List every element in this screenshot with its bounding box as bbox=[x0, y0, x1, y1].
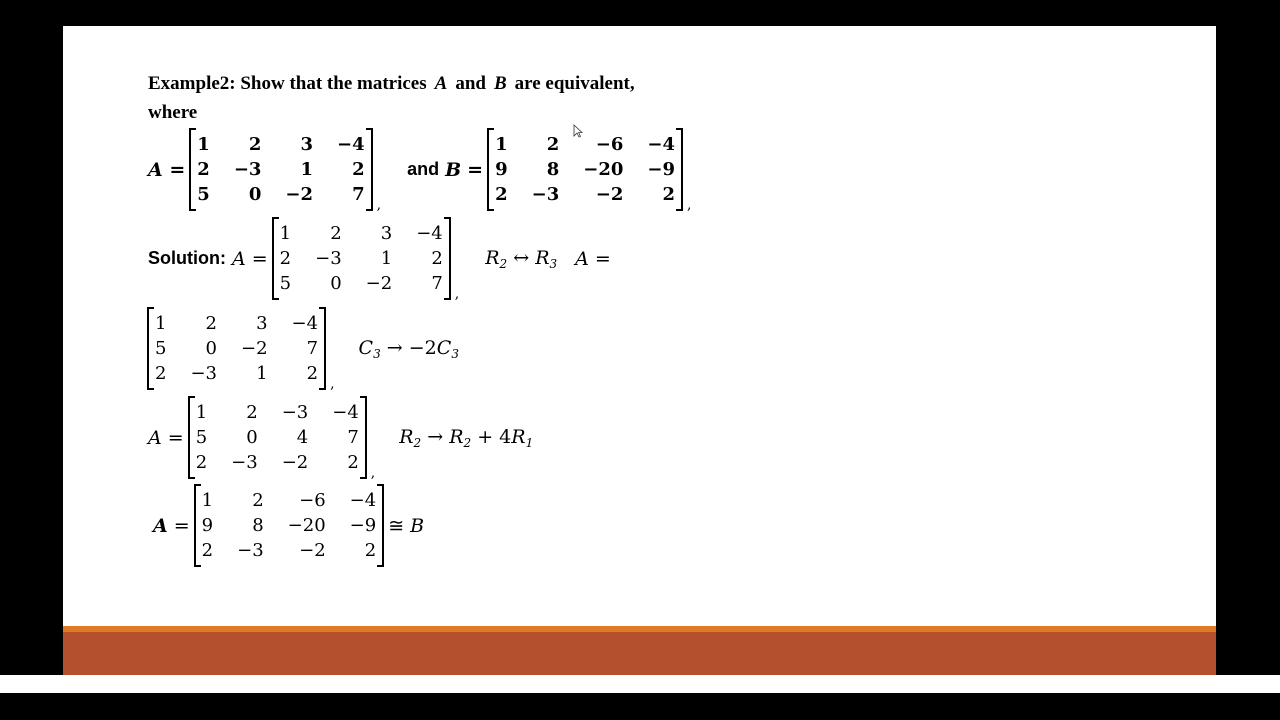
op-arrow: → bbox=[427, 425, 444, 448]
op-symbol: R bbox=[399, 425, 414, 448]
matrix-cell: 7 bbox=[431, 273, 443, 294]
matrix-cell: −2 bbox=[365, 273, 393, 294]
solution-row bbox=[148, 221, 611, 302]
op-subscript: 2 bbox=[413, 435, 422, 450]
op-subscript: 1 bbox=[525, 435, 534, 450]
title-suffix: are equivalent, bbox=[514, 73, 635, 94]
matrix-cell: 2 bbox=[197, 159, 210, 180]
given-b-eq: = bbox=[467, 158, 484, 181]
example-title bbox=[148, 73, 635, 95]
step-2-row bbox=[143, 311, 459, 392]
matrix-cell: 0 bbox=[248, 184, 262, 205]
given-matrix-a bbox=[189, 132, 372, 207]
matrix-cell: 2 bbox=[252, 490, 264, 511]
matrix-row bbox=[278, 221, 445, 246]
matrix-cell: 5 bbox=[279, 273, 292, 294]
matrix-cell: 2 bbox=[662, 184, 675, 205]
matrix-cell: 5 bbox=[197, 184, 210, 205]
matrix-cell: 3 bbox=[256, 313, 268, 334]
op-subscript: 3 bbox=[451, 346, 459, 361]
matrix-cell: −6 bbox=[299, 490, 326, 511]
comma: , bbox=[376, 197, 382, 213]
op-symbol: R bbox=[449, 425, 464, 448]
op-subscript: 3 bbox=[549, 256, 558, 271]
step-4-eq: = bbox=[173, 514, 190, 537]
op-symbol: R bbox=[535, 246, 550, 269]
matrix-cell: −4 bbox=[349, 490, 377, 511]
matrix-cell: −4 bbox=[332, 402, 359, 423]
matrix-cell: 0 bbox=[330, 273, 342, 294]
op-symbol: C bbox=[358, 336, 374, 359]
matrix-row bbox=[200, 513, 379, 538]
step-3-a-eq: A = bbox=[148, 426, 184, 449]
bottom-strip bbox=[0, 675, 1280, 693]
matrix-cell: 2 bbox=[347, 452, 359, 473]
op-symbol: C bbox=[436, 336, 452, 359]
matrix-cell: 1 bbox=[256, 363, 268, 384]
matrix-cell: −3 bbox=[315, 248, 342, 269]
comma: , bbox=[330, 376, 335, 392]
solution-label: Solution: bbox=[148, 248, 226, 268]
op-subscript: 3 bbox=[373, 346, 381, 361]
matrix-cell: −2 bbox=[281, 452, 309, 473]
matrix-cell: −20 bbox=[583, 159, 624, 180]
title-matrix-b: B bbox=[493, 73, 507, 94]
matrix-cell: −4 bbox=[337, 134, 365, 155]
title-matrix-a: A bbox=[434, 73, 448, 94]
matrix-cell: 2 bbox=[352, 159, 365, 180]
matrix-cell: 8 bbox=[252, 515, 264, 536]
matrix-cell: 7 bbox=[306, 338, 319, 359]
step-4-row bbox=[153, 488, 424, 563]
matrix-cell: 7 bbox=[352, 184, 365, 205]
matrix-cell: −3 bbox=[531, 184, 560, 205]
solution-matrix-3 bbox=[188, 400, 367, 475]
matrix-row bbox=[194, 450, 361, 475]
matrix-cell: −2 bbox=[285, 184, 314, 205]
matrix-row bbox=[195, 182, 366, 207]
where-text: where bbox=[148, 102, 198, 123]
matrix-row bbox=[200, 538, 379, 563]
matrix-row bbox=[493, 132, 677, 157]
title-and: and bbox=[455, 73, 486, 94]
matrix-cell: 3 bbox=[300, 134, 314, 155]
solution-a-eq: A = bbox=[231, 247, 268, 270]
matrix-cell: 5 bbox=[195, 427, 208, 448]
matrix-cell: 2 bbox=[495, 184, 508, 205]
matrix-cell: −3 bbox=[237, 540, 264, 561]
given-b-name: B bbox=[445, 158, 462, 181]
footer-bar bbox=[63, 632, 1216, 675]
matrix-cell: −2 bbox=[299, 540, 326, 561]
given-and-label: and bbox=[407, 159, 440, 179]
matrix-cell: 2 bbox=[306, 363, 319, 384]
op-symbol: R bbox=[511, 425, 526, 448]
op-plus-factor: + 4 bbox=[477, 425, 512, 448]
matrix-cell: 1 bbox=[279, 223, 292, 244]
matrix-cell: 2 bbox=[546, 134, 560, 155]
title-where bbox=[148, 102, 197, 124]
matrix-cell: 2 bbox=[364, 540, 377, 561]
op-arrow: → bbox=[386, 336, 403, 359]
mouse-cursor-icon bbox=[573, 124, 583, 138]
matrix-cell: 5 bbox=[155, 338, 167, 359]
result-b: B bbox=[410, 514, 425, 537]
matrix-cell: 1 bbox=[155, 313, 167, 334]
matrix-cell: −9 bbox=[349, 515, 377, 536]
matrix-cell: 7 bbox=[347, 427, 359, 448]
matrix-cell: −3 bbox=[233, 159, 262, 180]
matrix-cell: 1 bbox=[380, 248, 393, 269]
op-subscript: 2 bbox=[499, 256, 508, 271]
comma: , bbox=[370, 465, 376, 481]
slide bbox=[63, 26, 1216, 675]
matrix-row bbox=[195, 132, 366, 157]
trailing-a-eq: A = bbox=[575, 247, 611, 270]
matrix-row bbox=[278, 271, 445, 296]
matrix-row bbox=[153, 336, 320, 361]
given-a-label: A = bbox=[148, 158, 186, 181]
matrix-row bbox=[200, 488, 379, 513]
matrix-cell: −20 bbox=[287, 515, 326, 536]
matrix-cell: 2 bbox=[195, 452, 208, 473]
matrix-cell: 2 bbox=[155, 363, 167, 384]
matrix-cell: −6 bbox=[595, 134, 624, 155]
matrix-cell: 4 bbox=[296, 427, 309, 448]
matrix-row bbox=[493, 182, 677, 207]
matrix-cell: 0 bbox=[205, 338, 217, 359]
step-3-row bbox=[148, 400, 534, 481]
matrix-cell: 1 bbox=[300, 159, 314, 180]
matrix-row bbox=[153, 361, 320, 386]
matrix-cell: 2 bbox=[201, 540, 214, 561]
solution-matrix-2 bbox=[147, 311, 326, 386]
matrix-row bbox=[194, 425, 361, 450]
matrix-cell: −9 bbox=[647, 159, 675, 180]
matrix-cell: 2 bbox=[246, 402, 258, 423]
column-scale-op bbox=[359, 337, 459, 361]
matrix-cell: −2 bbox=[595, 184, 624, 205]
matrix-cell: 1 bbox=[495, 134, 508, 155]
op-subscript: 2 bbox=[463, 435, 472, 450]
matrix-cell: 2 bbox=[205, 313, 217, 334]
matrix-cell: 1 bbox=[201, 490, 214, 511]
solution-matrix-4 bbox=[194, 488, 385, 563]
given-matrix-b bbox=[487, 132, 683, 207]
solution-matrix-1 bbox=[272, 221, 451, 296]
matrix-cell: 9 bbox=[201, 515, 214, 536]
row-swap-op bbox=[485, 247, 557, 271]
op-symbol: R bbox=[485, 246, 500, 269]
title-prefix: Example2: Show that the matrices bbox=[148, 73, 427, 94]
matrix-cell: −3 bbox=[231, 452, 258, 473]
matrix-cell: 2 bbox=[279, 248, 292, 269]
matrix-cell: 2 bbox=[248, 134, 262, 155]
matrix-cell: 0 bbox=[246, 427, 258, 448]
comma: , bbox=[454, 286, 460, 302]
step-4-a: A bbox=[153, 514, 168, 537]
matrix-cell: −4 bbox=[291, 313, 319, 334]
op-arrow: ↔ bbox=[513, 246, 530, 269]
matrix-cell: 1 bbox=[195, 402, 208, 423]
matrix-cell: −4 bbox=[647, 134, 675, 155]
matrix-cell: 9 bbox=[495, 159, 508, 180]
given-matrices-row bbox=[148, 132, 692, 213]
matrix-cell: −3 bbox=[190, 363, 217, 384]
matrix-cell: 2 bbox=[330, 223, 342, 244]
matrix-row bbox=[195, 157, 366, 182]
row-add-op bbox=[399, 426, 533, 450]
comma: , bbox=[686, 197, 692, 213]
matrix-cell: 8 bbox=[546, 159, 560, 180]
equivalence-symbol: ≅ bbox=[388, 514, 405, 537]
matrix-cell: 3 bbox=[380, 223, 393, 244]
matrix-row bbox=[493, 157, 677, 182]
matrix-cell: 2 bbox=[431, 248, 443, 269]
op-factor: −2 bbox=[408, 336, 437, 359]
matrix-cell: −3 bbox=[281, 402, 309, 423]
matrix-cell: 1 bbox=[197, 134, 210, 155]
matrix-cell: −4 bbox=[416, 223, 443, 244]
matrix-row bbox=[194, 400, 361, 425]
matrix-cell: −2 bbox=[241, 338, 268, 359]
matrix-row bbox=[153, 311, 320, 336]
matrix-row bbox=[278, 246, 445, 271]
